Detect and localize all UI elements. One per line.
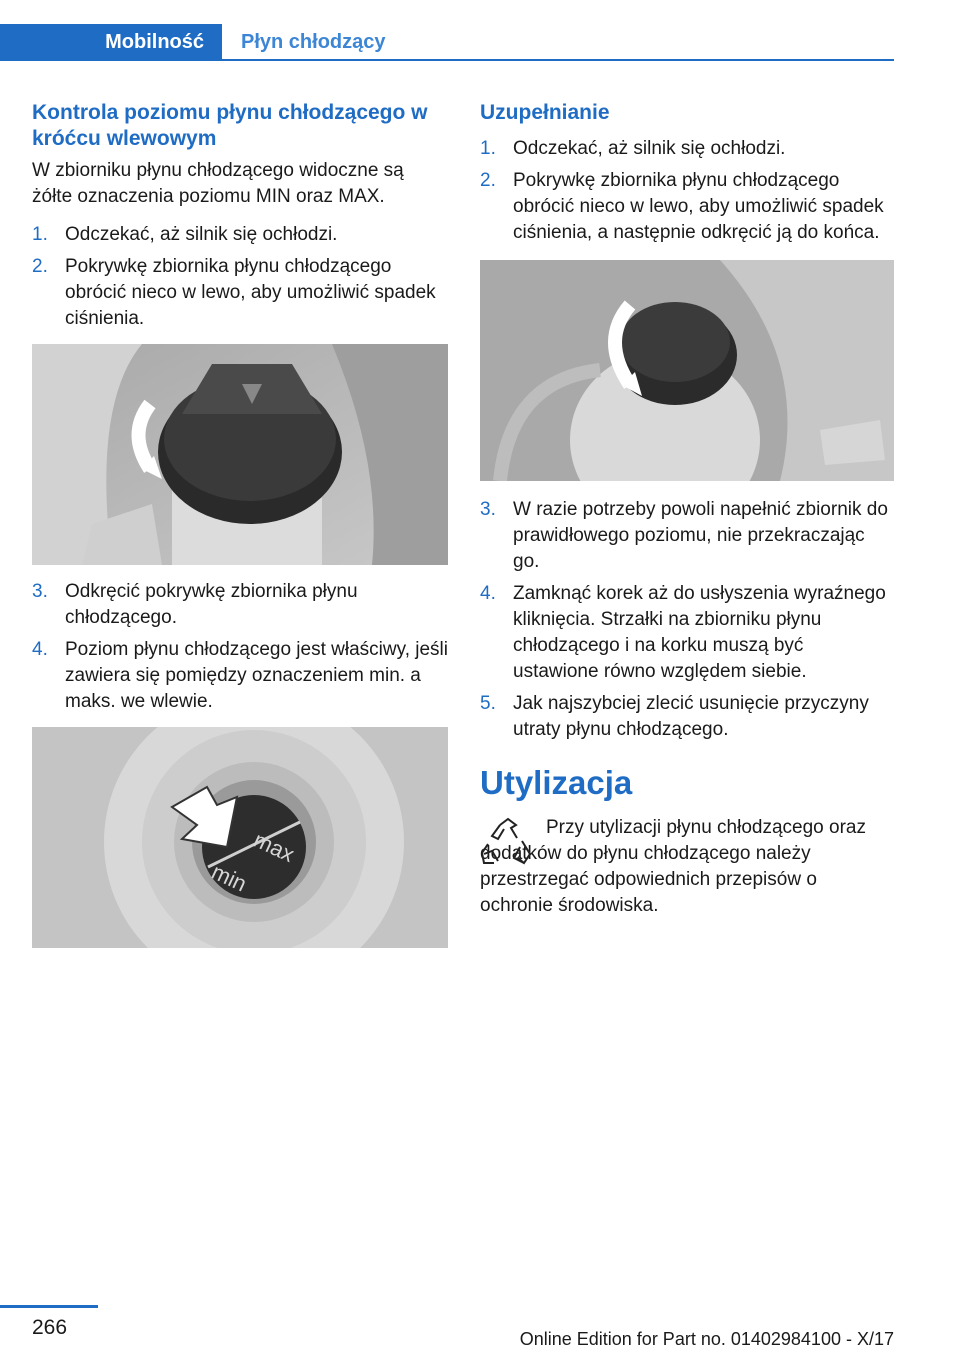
tab-mobilnosc[interactable]: Mobilność <box>0 24 222 61</box>
step-text: Jak najszybciej zlecić usunięcie przyczyny utraty płynu chłodzącego. <box>513 693 869 740</box>
step-number: 3. <box>480 499 496 520</box>
step-text: W razie potrzeby powoli napełnić zbiornik do prawidłowego poziomu, nie przekraczając go. <box>513 499 888 572</box>
section-heading-uzupelnianie: Uzupełnianie <box>480 101 610 124</box>
reservoir-illustration <box>480 260 894 481</box>
step-number: 4. <box>32 639 48 660</box>
list-item <box>480 497 894 575</box>
edition-note: Online Edition for Part no. 01402984100 - X/17 <box>519 1329 894 1349</box>
steps-list-right-a <box>480 136 894 246</box>
list-item <box>480 168 894 246</box>
page-header <box>0 24 960 64</box>
step-text: Odczekać, aż silnik się ochłodzi. <box>65 224 338 245</box>
tab-plyn-chlodzacy[interactable]: Płyn chłodzący <box>241 31 386 53</box>
step-text: Odkręcić pokrywkę zbiornika płynu chłodzącego. <box>65 581 358 628</box>
intro-paragraph: W zbiorniku płynu chłodzącego widoczne są żółte oznaczenia poziomu MIN oraz MAX. <box>32 160 404 207</box>
photo-reservoir <box>480 260 894 481</box>
recycle-icon <box>480 817 536 869</box>
list-item <box>480 136 894 162</box>
disposal-block <box>480 815 894 919</box>
list-item <box>480 581 894 685</box>
steps-list-left-b <box>32 579 448 715</box>
list-item <box>32 222 448 248</box>
step-text: Odczekać, aż silnik się ochłodzi. <box>513 138 786 159</box>
min-label: min <box>207 858 251 897</box>
section-heading-kontrola: Kontrola poziomu płynu chłodzącego w króćcu wlewowym <box>32 101 428 150</box>
list-item <box>480 691 894 743</box>
step-number: 4. <box>480 583 496 604</box>
step-number: 3. <box>32 581 48 602</box>
fill-neck-illustration <box>32 727 448 948</box>
footer-rule <box>0 1305 98 1308</box>
step-number: 1. <box>480 138 496 159</box>
right-column <box>480 100 894 919</box>
left-column <box>32 100 448 948</box>
steps-list-left-a <box>32 222 448 332</box>
photo-cap-rotate <box>32 344 448 565</box>
step-number: 5. <box>480 693 496 714</box>
list-item <box>32 637 448 715</box>
page-number: 266 <box>32 1316 68 1339</box>
list-item <box>32 254 448 332</box>
step-number: 1. <box>32 224 48 245</box>
step-text: Zamknąć korek aż do usłyszenia wyraźnego kliknięcia. Strzałki na zbiorniku płynu chłodzącego i na korku muszą być ustawione równo względem siebie. <box>513 583 886 682</box>
step-text: Pokrywkę zbiornika płynu chłodzącego obrócić nieco w lewo, aby umożliwić spadek ciśnienia, a następnie odkręcić ją do końca. <box>513 170 884 243</box>
header-rule <box>222 59 894 61</box>
step-text: Poziom płynu chłodzącego jest właściwy, jeśli zawiera się pomiędzy oznaczeniem min. a maks. we wlewie. <box>65 639 448 712</box>
step-text: Pokrywkę zbiornika płynu chłodzącego obrócić nieco w lewo, aby umożliwić spadek ciśnienia. <box>65 256 436 329</box>
steps-list-right-b <box>480 497 894 743</box>
cap-illustration <box>32 344 448 565</box>
max-label: max <box>249 826 299 868</box>
step-number: 2. <box>480 170 496 191</box>
list-item <box>32 579 448 631</box>
step-number: 2. <box>32 256 48 277</box>
photo-fill-neck <box>32 727 448 948</box>
section-title-utylizacja: Utylizacja <box>480 764 633 801</box>
disposal-text: Przy utylizacji płynu chłodzącego oraz dodatków do płynu chłodzącego należy przestrzegać odpowiednich przepisów o ochronie środowiska. <box>480 817 866 916</box>
